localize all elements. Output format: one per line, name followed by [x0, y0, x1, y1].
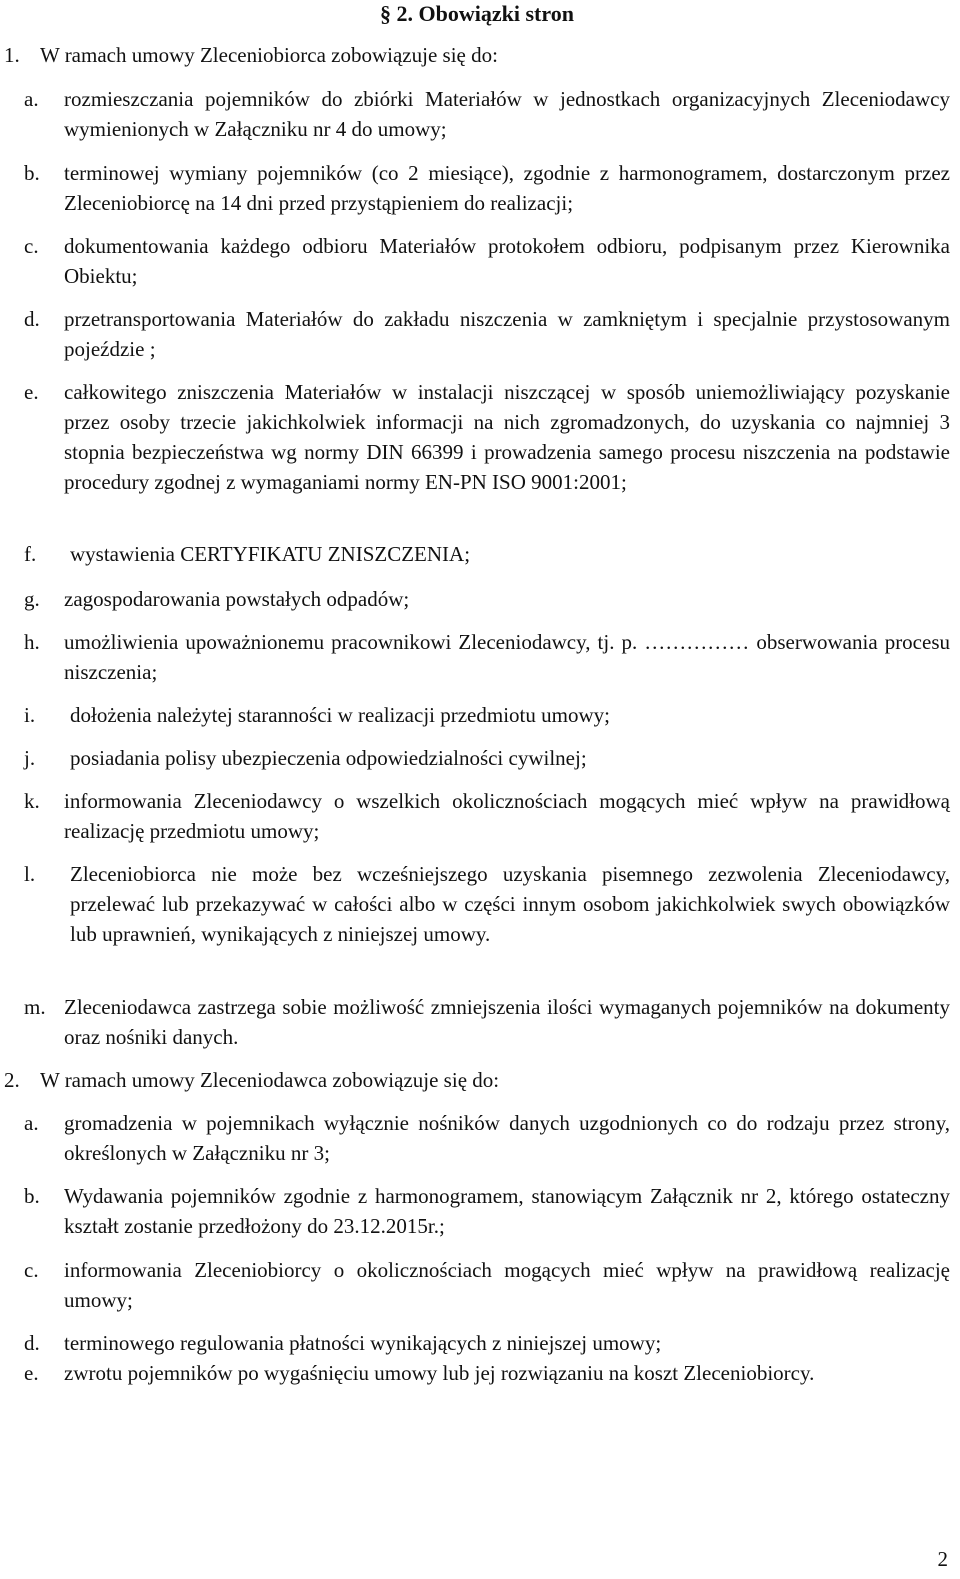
item-letter: c. [24, 1258, 39, 1282]
item-text: gromadzenia w pojemnikach wyłącznie nośników danych uzgodnionych co do rodzaju przez strony, określonych w Załączniku nr 3; [64, 1111, 950, 1165]
item-letter: i. [24, 703, 36, 727]
item-text: wystawienia CERTYFIKATU ZNISZCZENIA; [70, 542, 471, 566]
item-text: dołożenia należytej staranności w realizacji przedmiotu umowy; [70, 703, 610, 727]
item-text: informowania Zleceniodawcy o wszelkich okolicznościach mogących mieć wpływ na prawidłową realizację przedmiotu umowy; [64, 789, 950, 843]
section-1-item-f [24, 539, 950, 569]
item-letter: k. [24, 789, 40, 813]
section-2-intro [4, 1066, 499, 1094]
section-2-item-e [24, 1358, 950, 1388]
item-text: terminowej wymiany pojemników (co 2 miesiące), zgodnie z harmonogramem, dostarczonym przez Zleceniobiorcę na 14 dni przed przystąpieniem do realizacji; [64, 161, 950, 215]
item-letter: a. [24, 1111, 39, 1135]
section-1-item-i [24, 700, 950, 730]
item-letter: b. [24, 1184, 40, 1208]
section-1-item-e [24, 377, 950, 497]
item-letter: m. [24, 995, 46, 1019]
item-text: informowania Zleceniobiorcy o okolicznościach mogących mieć wpływ na prawidłową realizację umowy; [64, 1258, 950, 1312]
item-letter: e. [24, 1361, 39, 1385]
section-1-item-j [24, 743, 950, 773]
item-letter: b. [24, 161, 40, 185]
section-1-item-h [24, 627, 950, 687]
item-text: rozmieszczania pojemników do zbiórki Materiałów w jednostkach organizacyjnych Zleceniodawcy wymienionych w Załączniku nr 4 do umowy; [64, 87, 950, 141]
item-letter: h. [24, 630, 40, 654]
item-text: umożliwienia upoważnionemu pracownikowi Zleceniodawcy, tj. p. …………… obserwowania procesu niszczenia; [64, 630, 950, 684]
item-letter: l. [24, 862, 36, 886]
section-1-item-l [24, 859, 950, 949]
section-2-number: 2. [4, 1068, 20, 1092]
section-1-intro [4, 41, 498, 69]
section-2-item-c [24, 1255, 950, 1315]
item-text: Wydawania pojemników zgodnie z harmonogramem, stanowiącym Załącznik nr 2, którego ostateczny kształt zostanie przedłożony do 23.12.2015r.; [64, 1184, 950, 1238]
item-text: Zleceniodawca zastrzega sobie możliwość zmniejszenia ilości wymaganych pojemników na dokumenty oraz nośniki danych. [64, 995, 950, 1049]
item-text: przetransportowania Materiałów do zakładu niszczenia w zamkniętym i specjalnie przystosowanym pojeździe ; [64, 307, 950, 361]
item-letter: f. [24, 542, 37, 566]
section-1-item-a [24, 84, 950, 144]
item-text: zwrotu pojemników po wygaśnięciu umowy lub jej rozwiązaniu na koszt Zleceniobiorcy. [64, 1361, 815, 1385]
section-2-item-d [24, 1328, 950, 1358]
item-letter: e. [24, 380, 39, 404]
item-text: dokumentowania każdego odbioru Materiałów protokołem odbioru, podpisanym przez Kierownika Obiektu; [64, 234, 950, 288]
section-2-item-b [24, 1181, 950, 1241]
item-letter: g. [24, 587, 40, 611]
item-text: terminowego regulowania płatności wynikających z niniejszej umowy; [64, 1331, 662, 1355]
item-letter: d. [24, 307, 40, 331]
item-letter: j. [24, 746, 36, 770]
section-1-number: 1. [4, 43, 20, 67]
section-1-item-c [24, 231, 950, 291]
section-2-text: W ramach umowy Zleceniodawca zobowiązuje się do: [40, 1068, 500, 1092]
section-heading: § 2. Obowiązki stron [380, 1, 574, 26]
section-1-item-g [24, 584, 950, 614]
item-text: Zleceniobiorca nie może bez wcześniejszego uzyskania pisemnego zezwolenia Zleceniodawcy, przelewać lub przekazywać w całości albo w części innym osobom jakichkolwiek swych obowiązków lub uprawnień, wynikających z niniejszej umowy. [70, 862, 950, 946]
section-1-item-m [24, 992, 950, 1052]
page-number: 2 [937, 1547, 948, 1571]
item-letter: c. [24, 234, 39, 258]
section-1-item-d [24, 304, 950, 364]
item-text: zagospodarowania powstałych odpadów; [64, 587, 410, 611]
section-1-text: W ramach umowy Zleceniobiorca zobowiązuje się do: [40, 43, 498, 67]
item-text: posiadania polisy ubezpieczenia odpowiedzialności cywilnej; [70, 746, 587, 770]
item-letter: a. [24, 87, 39, 111]
section-1-item-b [24, 158, 950, 218]
section-1-item-k [24, 786, 950, 846]
item-letter: d. [24, 1331, 40, 1355]
section-2-item-a [24, 1108, 950, 1168]
item-text: całkowitego zniszczenia Materiałów w instalacji niszczącej w sposób uniemożliwiający pozyskanie przez osoby trzecie jakichkolwiek informacji na nich zgromadzonych, do uzyskania co najmniej 3 stopnia bezpieczeństwa wg normy DIN 66399 i prowadzenia samego procesu niszczenia na podstawie procedury zgodnej z wymaganiami normy EN-PN ISO 9001:2001; [64, 380, 950, 494]
